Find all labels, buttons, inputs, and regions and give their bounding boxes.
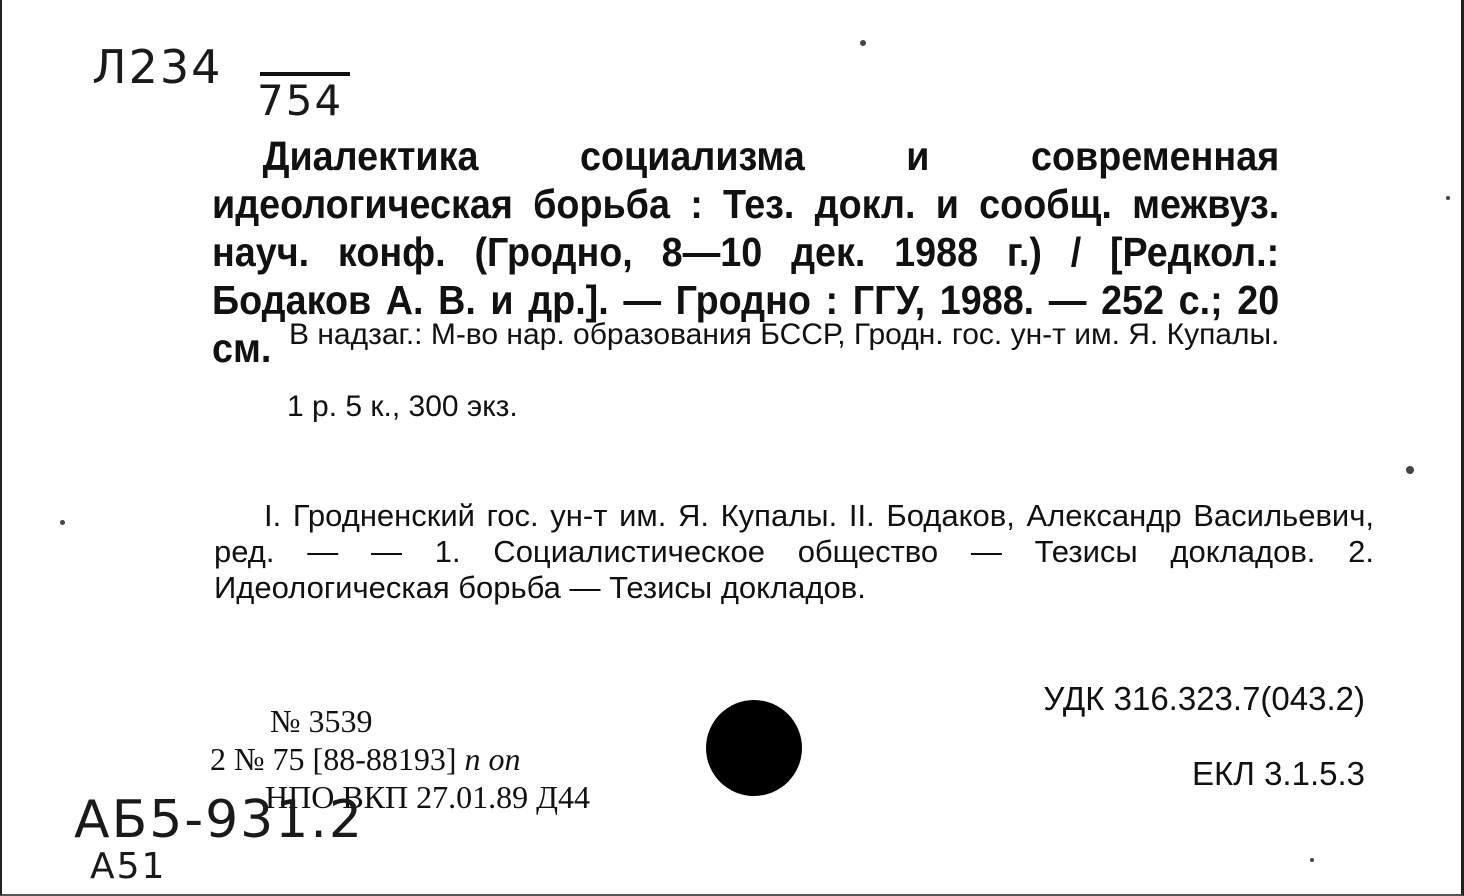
handwritten-shelfmark-2: А51 (90, 846, 167, 887)
printer-line: НПО ВКП 27.01.89 Д44 (265, 779, 590, 815)
tracings-text: I. Гродненский гос. ун-т им. Я. Купалы. II. Бодаков, Александр Васильевич, ред. — — 1. Социалистическое общество — Тезисы докладов. 2. Идеологическая борьба — Тезисы докладов. (214, 498, 1374, 605)
order-suffix: п оп (464, 741, 521, 777)
title-text: Диалектика социализма и современная идеологическая борьба : Тез. докл. и сообщ. межвуз. науч. конф. (Гродно, 8—10 дек. 1988 г.) / [Редкол.: Бодаков А. В. и др.]. — Гродно : ГГУ, 1988. — 252 с.; 20 см. (212, 133, 1280, 371)
speck (1406, 466, 1414, 474)
note-text: В надзаг.: М-во нар. образования БССР, Гродн. гос. ун-т им. Я. Купалы. (289, 318, 1280, 351)
order-line (210, 740, 590, 778)
series-note (214, 318, 1374, 352)
handwritten-shelfmark: АБ5-931.2 (74, 790, 364, 850)
speck (860, 40, 866, 46)
speck (1310, 858, 1314, 862)
order-number: 2 № 75 [88-88193] (210, 741, 457, 777)
speck (60, 520, 65, 525)
subject-tracings (214, 498, 1374, 606)
price-print-run: 1 р. 5 к., 300 экз. (287, 390, 518, 423)
card-number: № 3539 (270, 703, 373, 739)
speck (1446, 196, 1450, 200)
udc-code: УДК 316.323.7(043.2) (1043, 680, 1365, 717)
punch-hole (706, 700, 802, 796)
call-number-prefix: Л234 (92, 40, 223, 94)
call-number-denominator: 754 (257, 76, 344, 125)
ekl-code: ЕКЛ 3.1.5.3 (1192, 755, 1365, 792)
